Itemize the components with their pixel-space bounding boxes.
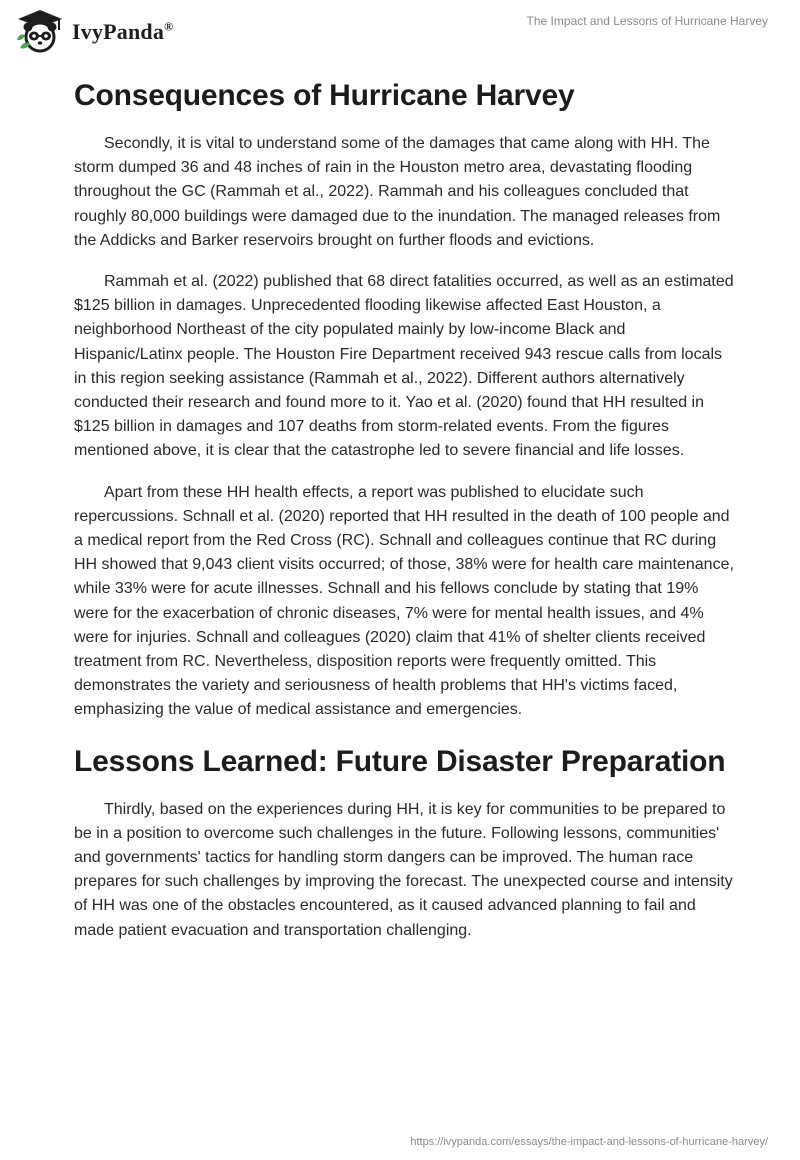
- brand-name: IvyPanda®: [72, 19, 174, 44]
- document-title: The Impact and Lessons of Hurricane Harvey: [526, 14, 768, 28]
- section-heading-lessons: Lessons Learned: Future Disaster Preparation: [74, 744, 726, 778]
- paragraph: Rammah et al. (2022) published that 68 direct fatalities occurred, as well as an estimated $125 billion in damages. Unprecedented flooding likewise affected East Houston, a neighborhood Northeast of the city populated mainly by low-income Black and Hispanic/Latinx people. The Houston Fire Department received 943 rescue calls from locals in this region seeking assistance (Rammah et al., 2022). Different authors alternatively conducted their research and found more to it. Yao et al. (2020) found that HH resulted in $125 billion in damages and 107 deaths from storm-related events. From the figures mentioned above, it is clear that the catastrophe led to severe financial and life losses.: [74, 273, 734, 460]
- registered-mark: ®: [164, 19, 174, 34]
- source-url[interactable]: https://ivypanda.com/essays/the-impact-and-lessons-of-hurricane-harvey/: [410, 1136, 768, 1148]
- section-heading-consequences: Consequences of Hurricane Harvey: [74, 79, 575, 112]
- paragraph: Apart from these HH health effects, a report was published to elucidate such repercussions. Schnall et al. (2020) reported that HH resulted in the death of 100 people and a medical report from the Red Cross (RC). Schnall and colleagues continue that RC during HH showed that 9,043 client visits occurred; of those, 38% were for health care maintenance, while 33% were for acute illnesses. Schnall and his fellows conclude by stating that 19% were for the exacerbation of chronic diseases, 7% were for mental health issues, and 4% were for injuries. Schnall and colleagues (2020) claim that 41% of shelter clients received treatment from RC. Nevertheless, disposition reports were frequently omitted. This demonstrates the variety and seriousness of health problems that HH's victims faced, emphasizing the value of medical assistance and emergencies.: [74, 483, 734, 719]
- paragraph: Thirdly, based on the experiences during HH, it is key for communities to be prepared to be in a position to overcome such challenges in the future. Following lessons, communities' and governments' tactics for handling storm dangers can be improved. The human race prepares for such challenges by improving the forecast. The unexpected course and intensity of HH was one of the obstacles encountered, as it caused advanced planning to fail and made patient evacuation and transportation challenging.: [74, 800, 733, 939]
- essay-content: [74, 70, 734, 960]
- page-header: [0, 0, 800, 60]
- ivypanda-logo[interactable]: [14, 8, 173, 56]
- panda-graduate-icon: [14, 8, 66, 56]
- paragraph: Secondly, it is vital to understand some of the damages that came along with HH. The storm dumped 36 and 48 inches of rain in the Houston metro area, devastating flooding throughout the GC (Rammah et al., 2022). Rammah and his colleagues concluded that roughly 80,000 buildings were damaged due to the inundation. The managed releases from the Addicks and Barker reservoirs brought on further floods and evictions.: [74, 135, 721, 249]
